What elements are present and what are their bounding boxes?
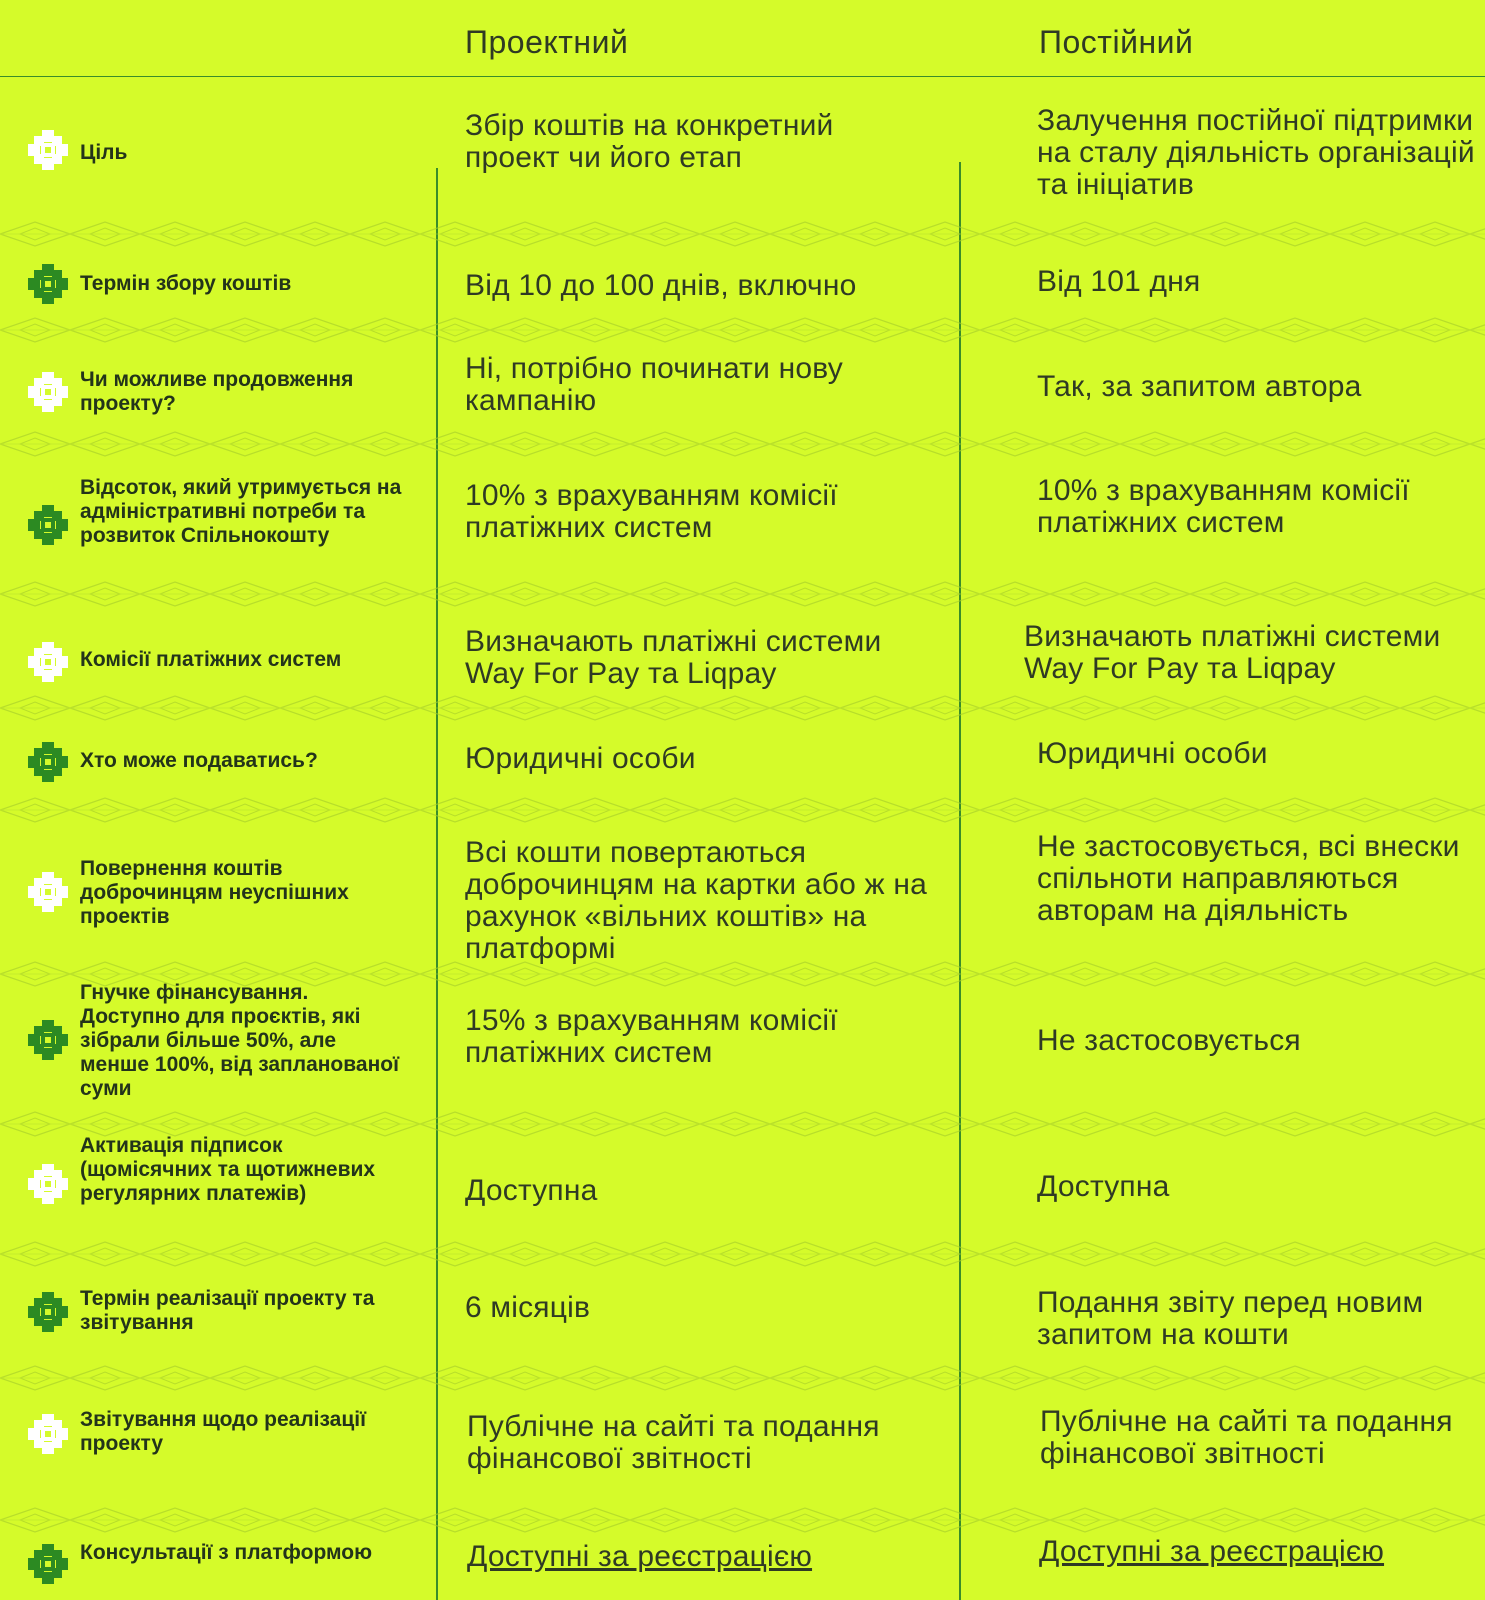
permanent-value: Подання звіту перед новим запитом на кошти <box>1037 1286 1424 1351</box>
project-value: Збір коштів на конкретний проект чи його етап <box>465 109 834 174</box>
row-separator-ornament <box>0 430 1485 458</box>
row-separator-ornament <box>0 1506 1485 1534</box>
project-value: Доступна <box>465 1174 598 1207</box>
permanent-value: 10% з врахуванням комісії платіжних систем <box>1037 474 1410 539</box>
ornament-dark-icon <box>26 1290 70 1334</box>
ornament-light-icon <box>26 1162 70 1206</box>
row-label: Термін реалізації проекту та звітування <box>80 1287 375 1334</box>
row-label: Звітування щодо реалізації проекту <box>80 1408 366 1455</box>
permanent-value: Публічне на сайті та подання фінансової звітності <box>1040 1405 1453 1470</box>
column-header-project: Проектний <box>465 24 629 60</box>
row-separator-ornament <box>0 220 1485 248</box>
registration-link[interactable]: Доступні за реєстрацією <box>1039 1535 1385 1568</box>
permanent-value: Залучення постійної підтримки на сталу діяльність організацій та ініціатив <box>1037 104 1475 201</box>
table-header <box>0 0 1485 77</box>
row-separator-ornament <box>0 796 1485 824</box>
ornament-light-icon <box>26 1412 70 1456</box>
ornament-light-icon <box>26 370 70 414</box>
ornament-dark-icon <box>26 503 70 547</box>
project-value: Визначають платіжні системи Way For Pay та Liqpay <box>465 625 882 690</box>
project-value: 10% з врахуванням комісії платіжних систем <box>465 479 838 544</box>
project-value: 15% з врахуванням комісії платіжних систем <box>465 1004 838 1069</box>
ornament-light-icon <box>26 640 70 684</box>
row-label: Консультації з платформою <box>80 1541 373 1564</box>
row-label: Повернення коштів доброчинцям неуспішних проектів <box>80 857 349 928</box>
row-label: Термін збору коштів <box>80 272 292 295</box>
ornament-light-icon <box>26 128 70 172</box>
row-separator-ornament <box>0 1240 1485 1268</box>
registration-link[interactable]: Доступні за реєстрацією <box>467 1540 813 1573</box>
permanent-value: Так, за запитом автора <box>1037 370 1362 403</box>
row-separator-ornament <box>0 580 1485 608</box>
permanent-value: Визначають платіжні системи Way For Pay та Liqpay <box>1024 620 1441 685</box>
permanent-value: Доступна <box>1037 1170 1170 1203</box>
ornament-dark-icon <box>26 1018 70 1062</box>
permanent-value: Від 101 дня <box>1037 265 1201 298</box>
permanent-value: Юридичні особи <box>1037 737 1268 770</box>
project-value: Публічне на сайті та подання фінансової звітності <box>467 1410 880 1475</box>
permanent-value: Не застосовується <box>1037 1024 1301 1057</box>
permanent-value: Не застосовується, всі внески спільноти направляються авторам на діяльність <box>1037 830 1460 927</box>
project-value: Від 10 до 100 днів, включно <box>465 269 857 302</box>
row-label: Відсоток, який утримується на адміністративні потреби та розвиток Спільнокошту <box>80 476 402 547</box>
row-separator-ornament <box>0 694 1485 722</box>
project-value: 6 місяців <box>465 1291 591 1324</box>
column-header-permanent: Постійний <box>1039 24 1194 60</box>
ornament-dark-icon <box>26 740 70 784</box>
ornament-dark-icon <box>26 262 70 306</box>
ornament-dark-icon <box>26 1542 70 1586</box>
row-label: Ціль <box>80 141 128 164</box>
ornament-light-icon <box>26 870 70 914</box>
project-value: Юридичні особи <box>465 742 696 775</box>
row-separator-ornament <box>0 1364 1485 1392</box>
row-label: Активація підписок (щомісячних та щотижневих регулярних платежів) <box>80 1134 376 1205</box>
row-separator-ornament <box>0 316 1485 344</box>
row-label: Чи можливе продовження проекту? <box>80 368 354 415</box>
row-label: Хто може подаватись? <box>80 749 318 772</box>
project-value: Ні, потрібно починати нову кампанію <box>465 352 843 417</box>
project-value: Всі кошти повертаються доброчинцям на картки або ж на рахунок «вільних коштів» на платформі <box>465 836 928 965</box>
row-label: Комісії платіжних систем <box>80 648 342 671</box>
row-label: Гнучке фінансування. Доступно для проєктів, які зібрали більше 50%, але менше 100%, від запланованої суми <box>80 981 399 1100</box>
